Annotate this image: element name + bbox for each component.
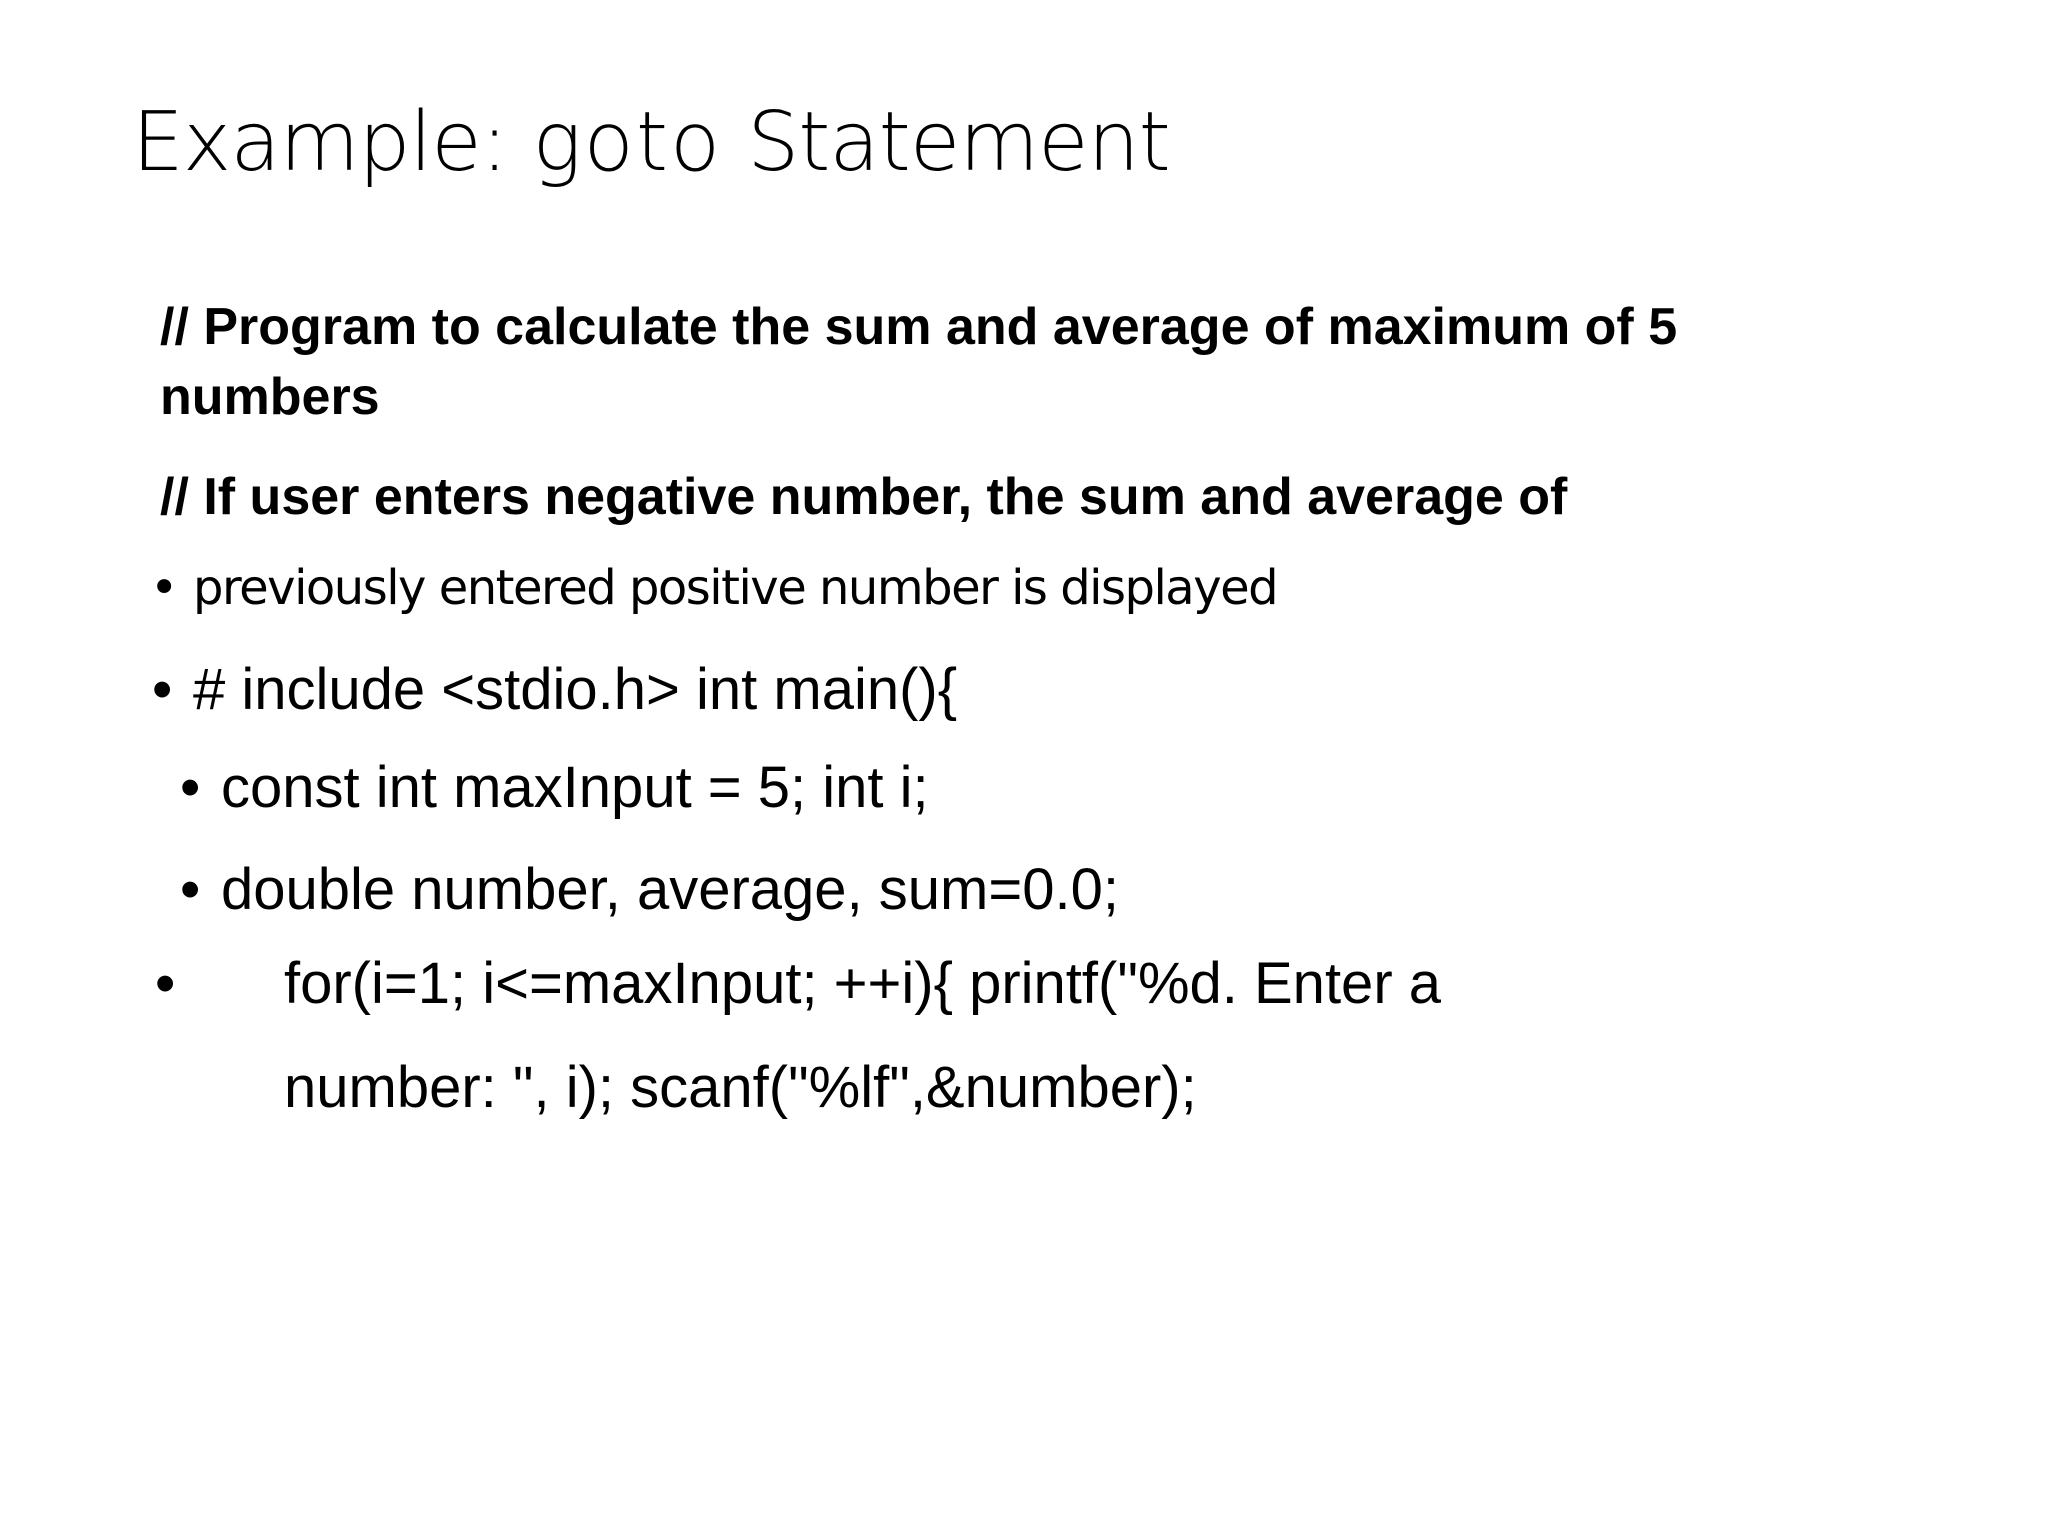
code-line-2: # include <stdio.h> int main(){: [193, 657, 958, 722]
bullet-1: •: [150, 560, 177, 616]
title-prefix: Example:: [132, 95, 533, 190]
code-line-3: const int maxInput = 5; int i;: [221, 755, 929, 820]
code-line-5: for(i=1; i<=maxInput; ++i){ printf("%d. Enter a: [284, 951, 1441, 1016]
code-line-6: number: ", i); scanf("%lf",&number);: [284, 1055, 1197, 1120]
bullet-5: •: [155, 951, 176, 1016]
title-keyword: goto: [532, 95, 723, 190]
comment-line-2: numbers: [160, 368, 380, 426]
bullet-2: •: [152, 657, 173, 722]
bullet-3: •: [180, 755, 201, 820]
title-suffix: Statement: [722, 95, 1170, 190]
code-line-4: double number, average, sum=0.0;: [221, 857, 1119, 922]
comment-line-3: // If user enters negative number, the sum and average of: [160, 468, 1568, 526]
comment-line-1: // Program to calculate the sum and average of maximum of 5: [160, 298, 1678, 356]
slide-title: [132, 95, 1170, 190]
bullet-4: •: [180, 857, 201, 922]
code-line-1: previously entered positive number is displayed: [193, 560, 1278, 616]
